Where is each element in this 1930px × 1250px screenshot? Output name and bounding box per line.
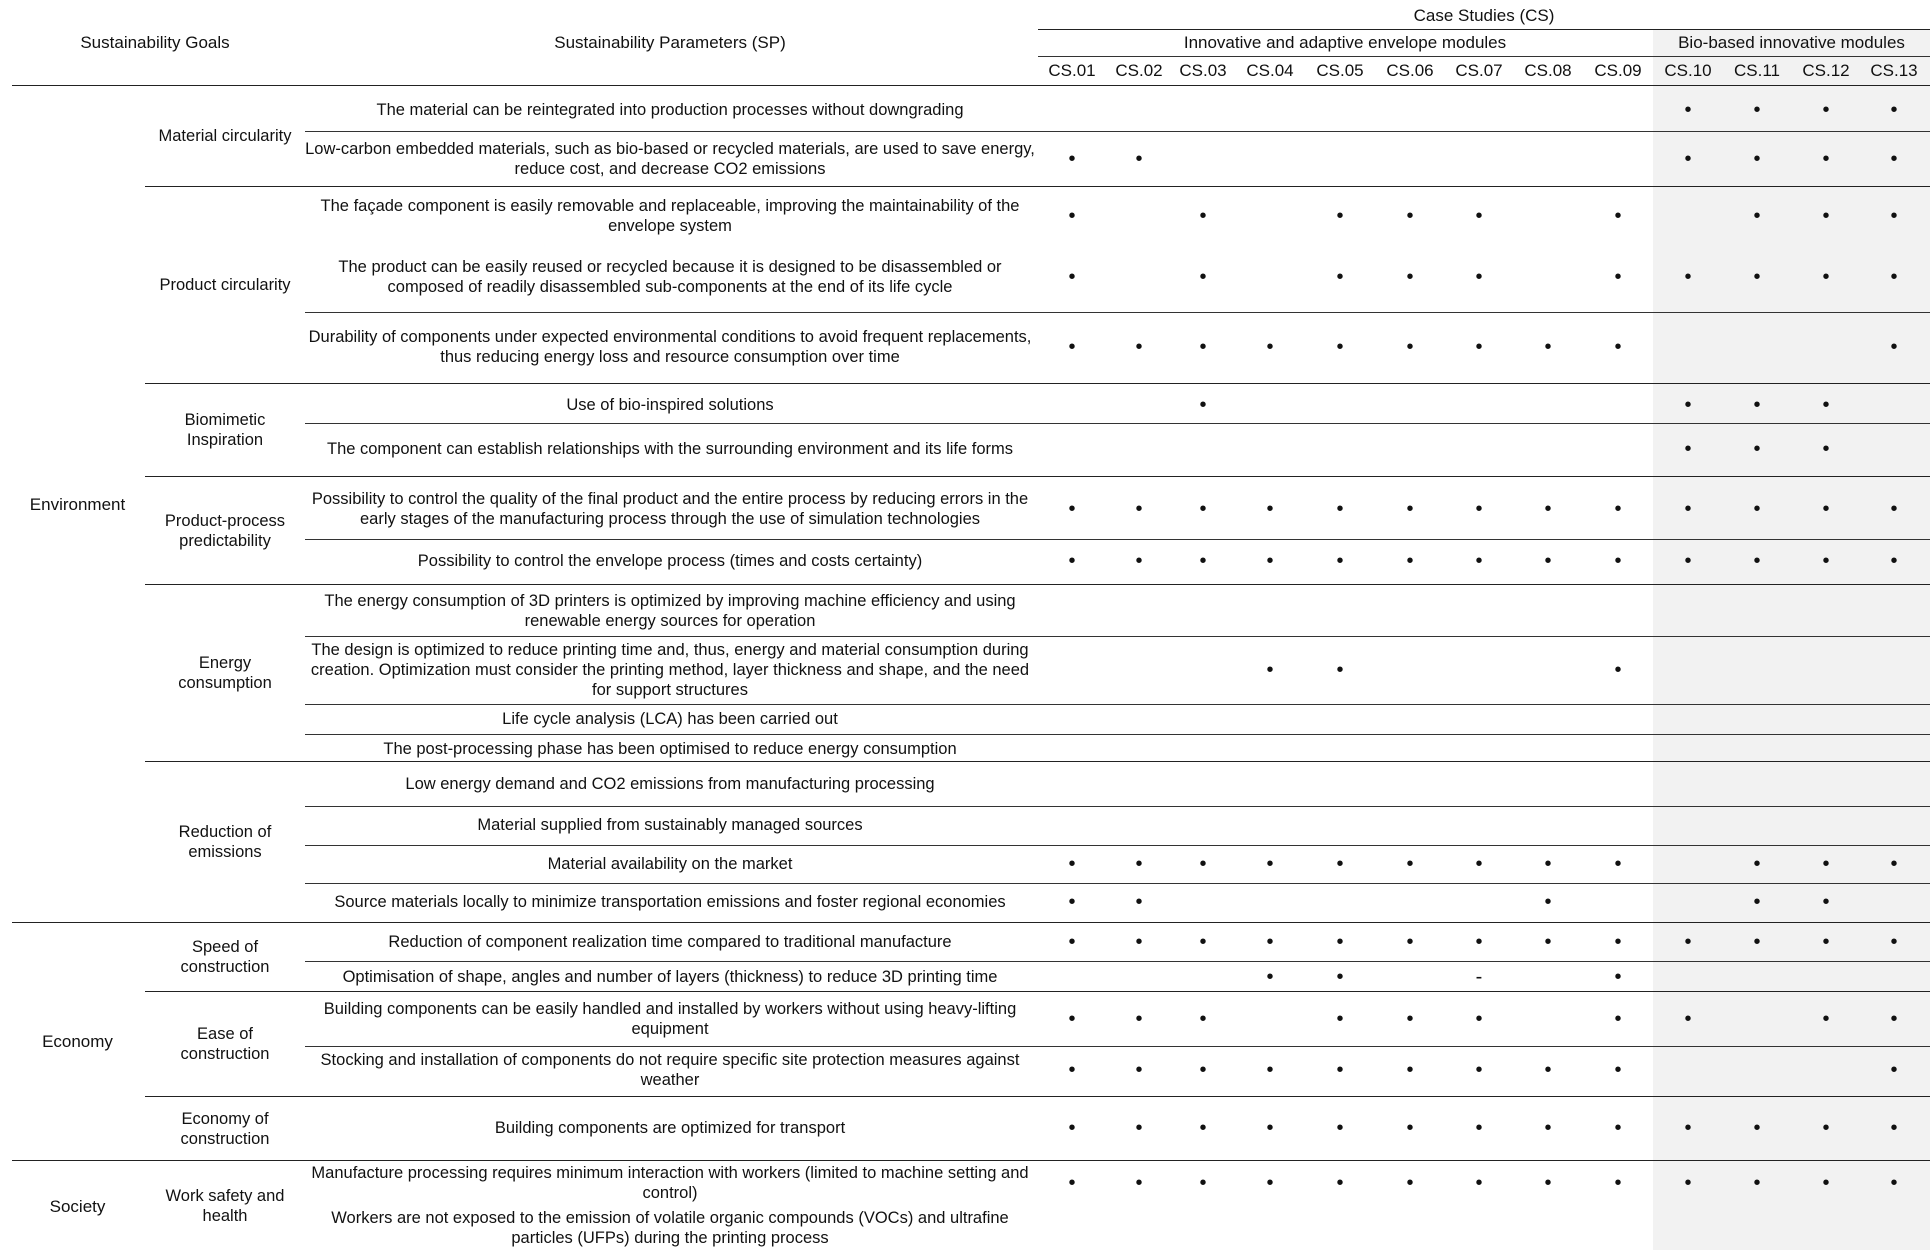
- dot-mark: •: [1890, 931, 1898, 953]
- subgoal-ease-of-construction: Ease of construction: [180, 1025, 270, 1063]
- dot-mark: •: [1544, 550, 1552, 572]
- dot-mark: •: [1614, 1059, 1622, 1081]
- dot-mark: •: [1614, 1117, 1622, 1139]
- parameter-text: Building components are optimized for transport: [494, 1119, 846, 1137]
- goal-society: Society: [49, 1197, 106, 1216]
- dot-mark: •: [1822, 266, 1830, 288]
- subgoal-rule: [145, 584, 1930, 585]
- dot-mark: •: [1544, 336, 1552, 358]
- cs-label: CS.10: [1664, 61, 1712, 80]
- dot-mark: •: [1684, 438, 1692, 460]
- dot-mark: •: [1068, 205, 1076, 227]
- dot-mark: •: [1336, 550, 1344, 572]
- group-bio-based-header: Bio-based innovative modules: [1678, 33, 1905, 52]
- case-studies-header: Case Studies (CS): [1413, 6, 1555, 25]
- dot-mark: •: [1614, 659, 1622, 681]
- dot-mark: •: [1199, 1059, 1207, 1081]
- dot-mark: •: [1822, 891, 1830, 913]
- group-innovative-header: Innovative and adaptive envelope modules: [1183, 33, 1507, 52]
- parameter-text: Life cycle analysis (LCA) has been carried out: [502, 710, 838, 728]
- row-rule: [305, 423, 1930, 424]
- dot-mark: •: [1753, 498, 1761, 520]
- dot-mark: •: [1753, 148, 1761, 170]
- dot-mark: •: [1475, 336, 1483, 358]
- dot-mark: •: [1068, 1172, 1076, 1194]
- dot-mark: •: [1614, 853, 1622, 875]
- parameter-text: Workers are not exposed to the emission of volatile organic compounds (VOCs) and ultrafine particles (UFPs) during the printing process: [331, 1209, 1009, 1247]
- parameter-text: The material can be reintegrated into production processes without downgrading: [376, 101, 964, 119]
- dot-mark: •: [1406, 550, 1414, 572]
- subgoal-economy-of-construction: Economy of construction: [180, 1109, 270, 1148]
- cs-label: CS.09: [1594, 61, 1642, 80]
- dot-mark: •: [1822, 99, 1830, 121]
- dot-mark: •: [1406, 498, 1414, 520]
- dot-mark: •: [1614, 550, 1622, 572]
- dot-mark: •: [1336, 205, 1344, 227]
- dot-mark: •: [1753, 931, 1761, 953]
- group-rule: [1038, 56, 1930, 57]
- dot-mark: •: [1890, 1117, 1898, 1139]
- parameter-text: Manufacture processing requires minimum interaction with workers (limited to machine setting and control): [311, 1164, 1029, 1202]
- dot-mark: •: [1266, 659, 1274, 681]
- dot-mark: •: [1475, 550, 1483, 572]
- parameter-text: Material availability on the market: [547, 855, 793, 873]
- dot-mark: •: [1068, 891, 1076, 913]
- dot-mark: •: [1890, 205, 1898, 227]
- goals-column-header: Sustainability Goals: [80, 33, 230, 52]
- parameter-text: The energy consumption of 3D printers is optimized by improving machine efficiency and using renewable energy sources for operation: [324, 592, 1016, 630]
- dot-mark: •: [1890, 498, 1898, 520]
- row-rule: [305, 734, 1930, 735]
- row-rule: [305, 704, 1930, 705]
- dot-mark: •: [1068, 931, 1076, 953]
- subgoal-product-process-predictability: Product-process predictability: [164, 511, 286, 550]
- dot-mark: •: [1822, 1172, 1830, 1194]
- dot-mark: •: [1684, 266, 1692, 288]
- cs-label: CS.04: [1246, 61, 1294, 80]
- row-rule: [305, 1046, 1930, 1047]
- dot-mark: •: [1753, 550, 1761, 572]
- dot-mark: •: [1890, 99, 1898, 121]
- dot-mark: •: [1890, 148, 1898, 170]
- parameter-text: Low energy demand and CO2 emissions from manufacturing processing: [405, 775, 935, 793]
- dot-mark: •: [1684, 148, 1692, 170]
- dot-mark: •: [1890, 1172, 1898, 1194]
- dot-mark: •: [1406, 1008, 1414, 1030]
- dot-mark: •: [1135, 498, 1143, 520]
- dot-mark: •: [1406, 205, 1414, 227]
- dot-mark: •: [1199, 550, 1207, 572]
- dot-mark: •: [1544, 1117, 1552, 1139]
- dot-mark: •: [1890, 1008, 1898, 1030]
- subgoal-rule: [145, 186, 1930, 187]
- dot-mark: •: [1614, 266, 1622, 288]
- dot-mark: •: [1684, 1172, 1692, 1194]
- parameter-text: Material supplied from sustainably managed sources: [477, 816, 863, 834]
- dot-mark: •: [1336, 266, 1344, 288]
- parameter-text: The product can be easily reused or recycled because it is designed to be disassembled or composed of readily disassembled sub-components at the end of its life cycle: [338, 258, 1002, 296]
- dot-mark: •: [1135, 1117, 1143, 1139]
- dot-mark: •: [1199, 266, 1207, 288]
- case-studies-rule: [1038, 29, 1930, 30]
- dot-mark: •: [1406, 931, 1414, 953]
- dot-mark: •: [1753, 1117, 1761, 1139]
- cs-label: CS.13: [1870, 61, 1918, 80]
- dot-mark: •: [1753, 891, 1761, 913]
- dot-mark: •: [1336, 659, 1344, 681]
- dot-mark: •: [1890, 266, 1898, 288]
- dot-mark: •: [1684, 931, 1692, 953]
- goal-economy: Economy: [42, 1032, 113, 1051]
- parameter-text: Possibility to control the envelope process (times and costs certainty): [417, 552, 923, 570]
- dot-mark: •: [1406, 1172, 1414, 1194]
- subgoal-rule: [145, 476, 1930, 477]
- dot-mark: •: [1475, 205, 1483, 227]
- cs-label: CS.12: [1802, 61, 1850, 80]
- row-rule: [305, 636, 1930, 637]
- dot-mark: •: [1822, 148, 1830, 170]
- dot-mark: •: [1266, 336, 1274, 358]
- parameter-text: Possibility to control the quality of the final product and the entire process by reducing errors in the early stages of the manufacturing process through the use of simulation technologies: [311, 490, 1029, 528]
- dot-mark: •: [1199, 1172, 1207, 1194]
- dot-mark: •: [1135, 1172, 1143, 1194]
- dot-mark: •: [1266, 931, 1274, 953]
- cs-label: CS.08: [1524, 61, 1572, 80]
- dot-mark: •: [1199, 336, 1207, 358]
- dot-mark: •: [1135, 853, 1143, 875]
- dot-mark: •: [1822, 931, 1830, 953]
- row-rule: [305, 845, 1930, 846]
- parameter-text: Building components can be easily handled and installed by workers without using heavy-lifting equipment: [323, 1000, 1017, 1038]
- dot-mark: •: [1266, 1117, 1274, 1139]
- dot-mark: •: [1684, 394, 1692, 416]
- subgoal-biomimetic-inspiration: Biomimetic Inspiration: [184, 411, 266, 449]
- dot-mark: •: [1336, 1059, 1344, 1081]
- dot-mark: •: [1068, 550, 1076, 572]
- row-rule: [305, 131, 1930, 132]
- dot-mark: •: [1199, 394, 1207, 416]
- dot-mark: •: [1068, 266, 1076, 288]
- dot-mark: •: [1614, 205, 1622, 227]
- dot-mark: •: [1068, 1117, 1076, 1139]
- dot-mark: •: [1475, 1008, 1483, 1030]
- dot-mark: •: [1822, 205, 1830, 227]
- dot-mark: •: [1475, 931, 1483, 953]
- dot-mark: •: [1336, 498, 1344, 520]
- dot-mark: •: [1890, 853, 1898, 875]
- dot-mark: •: [1406, 266, 1414, 288]
- dot-mark: •: [1199, 1008, 1207, 1030]
- dot-mark: •: [1068, 498, 1076, 520]
- dot-mark: •: [1475, 1059, 1483, 1081]
- subgoal-energy-consumption: Energy consumption: [178, 654, 272, 692]
- dot-mark: •: [1475, 853, 1483, 875]
- dot-mark: •: [1336, 1172, 1344, 1194]
- dot-mark: •: [1544, 1059, 1552, 1081]
- dot-mark: •: [1614, 498, 1622, 520]
- dot-mark: •: [1753, 438, 1761, 460]
- parameter-text: Low-carbon embedded materials, such as bio-based or recycled materials, are used to save energy, reduce cost, and decrease CO2 emissions: [305, 140, 1035, 178]
- dot-mark: •: [1822, 853, 1830, 875]
- cs-label: CS.05: [1316, 61, 1364, 80]
- dot-mark: •: [1406, 853, 1414, 875]
- dot-mark: •: [1753, 266, 1761, 288]
- dot-mark: •: [1753, 205, 1761, 227]
- dot-mark: •: [1614, 1172, 1622, 1194]
- dot-mark: •: [1753, 394, 1761, 416]
- subgoal-work-safety-and-health: Work safety and health: [165, 1186, 285, 1225]
- dash-mark: -: [1475, 966, 1483, 988]
- subgoal-rule: [145, 1096, 1930, 1097]
- row-rule: [305, 539, 1930, 540]
- dot-mark: •: [1199, 205, 1207, 227]
- dot-mark: •: [1684, 99, 1692, 121]
- dot-mark: •: [1684, 550, 1692, 572]
- parameter-text: The component can establish relationships with the surrounding environment and its life forms: [326, 440, 1014, 458]
- dot-mark: •: [1822, 1008, 1830, 1030]
- parameter-text: Stocking and installation of components do not require specific site protection measures against weather: [320, 1051, 1020, 1089]
- cs-label: CS.03: [1179, 61, 1227, 80]
- dot-mark: •: [1544, 931, 1552, 953]
- parameter-text: Reduction of component realization time compared to traditional manufacture: [388, 933, 952, 951]
- dot-mark: •: [1475, 266, 1483, 288]
- row-rule: [305, 883, 1930, 884]
- parameter-text: The post-processing phase has been optimised to reduce energy consumption: [383, 740, 957, 758]
- goal-environment: Environment: [29, 495, 126, 514]
- subgoal-rule: [145, 383, 1930, 384]
- dot-mark: •: [1135, 1059, 1143, 1081]
- dot-mark: •: [1336, 966, 1344, 988]
- dot-mark: •: [1475, 1172, 1483, 1194]
- dot-mark: •: [1068, 1059, 1076, 1081]
- dot-mark: •: [1266, 853, 1274, 875]
- subgoal-reduction-of-emissions: Reduction of emissions: [178, 823, 272, 861]
- dot-mark: •: [1475, 1117, 1483, 1139]
- dot-mark: •: [1266, 1172, 1274, 1194]
- dot-mark: •: [1336, 931, 1344, 953]
- dot-mark: •: [1266, 1059, 1274, 1081]
- dot-mark: •: [1068, 336, 1076, 358]
- dot-mark: •: [1068, 148, 1076, 170]
- parameter-text: Durability of components under expected environmental conditions to avoid frequent replacements, thus reducing energy loss and resource consumption over time: [308, 328, 1032, 366]
- dot-mark: •: [1753, 853, 1761, 875]
- subgoal-speed-of-construction: Speed of construction: [180, 938, 270, 976]
- dot-mark: •: [1614, 336, 1622, 358]
- cs-label: CS.07: [1455, 61, 1503, 80]
- dot-mark: •: [1135, 336, 1143, 358]
- dot-mark: •: [1135, 891, 1143, 913]
- parameter-text: Source materials locally to minimize transportation emissions and foster regional economies: [334, 893, 1006, 911]
- dot-mark: •: [1068, 853, 1076, 875]
- row-rule: [305, 312, 1930, 313]
- cs-label: CS.11: [1734, 61, 1780, 80]
- dot-mark: •: [1266, 550, 1274, 572]
- dot-mark: •: [1614, 1008, 1622, 1030]
- dot-mark: •: [1614, 931, 1622, 953]
- cs-label: CS.02: [1115, 61, 1163, 80]
- dot-mark: •: [1544, 853, 1552, 875]
- dot-mark: •: [1544, 498, 1552, 520]
- dot-mark: •: [1753, 1172, 1761, 1194]
- dot-mark: •: [1614, 966, 1622, 988]
- cs-label: CS.06: [1386, 61, 1434, 80]
- dot-mark: •: [1199, 498, 1207, 520]
- subgoal-material-circularity: Material circularity: [158, 127, 292, 145]
- dot-mark: •: [1199, 931, 1207, 953]
- dot-mark: •: [1135, 550, 1143, 572]
- dot-mark: •: [1266, 966, 1274, 988]
- dot-mark: •: [1336, 853, 1344, 875]
- parameter-text: The design is optimized to reduce printing time and, thus, energy and material consumption during creation. Optimization must consider the printing method, layer thickness and shape, and the need for support structures: [310, 641, 1030, 699]
- dot-mark: •: [1544, 891, 1552, 913]
- row-rule: [305, 806, 1930, 807]
- dot-mark: •: [1068, 1008, 1076, 1030]
- dot-mark: •: [1822, 1117, 1830, 1139]
- dot-mark: •: [1135, 1008, 1143, 1030]
- subgoal-product-circularity: Product circularity: [159, 276, 291, 294]
- dot-mark: •: [1336, 336, 1344, 358]
- dot-mark: •: [1684, 498, 1692, 520]
- parameter-text: The façade component is easily removable and replaceable, improving the maintainability of the envelope system: [320, 197, 1020, 235]
- dot-mark: •: [1336, 1008, 1344, 1030]
- dot-mark: •: [1822, 498, 1830, 520]
- parameter-text: Optimisation of shape, angles and number of layers (thickness) to reduce 3D printing time: [342, 968, 998, 986]
- dot-mark: •: [1406, 1059, 1414, 1081]
- dot-mark: •: [1336, 1117, 1344, 1139]
- dot-mark: •: [1890, 336, 1898, 358]
- dot-mark: •: [1475, 498, 1483, 520]
- params-column-header: Sustainability Parameters (SP): [554, 33, 786, 52]
- dot-mark: •: [1135, 148, 1143, 170]
- dot-mark: •: [1199, 853, 1207, 875]
- dot-mark: •: [1199, 1117, 1207, 1139]
- dot-mark: •: [1822, 438, 1830, 460]
- dot-mark: •: [1890, 550, 1898, 572]
- dot-mark: •: [1684, 1117, 1692, 1139]
- dot-mark: •: [1266, 498, 1274, 520]
- dot-mark: •: [1890, 1059, 1898, 1081]
- dot-mark: •: [1684, 1008, 1692, 1030]
- dot-mark: •: [1544, 1172, 1552, 1194]
- dot-mark: •: [1406, 336, 1414, 358]
- dot-mark: •: [1135, 931, 1143, 953]
- dot-mark: •: [1406, 1117, 1414, 1139]
- parameter-text: Use of bio-inspired solutions: [566, 396, 774, 414]
- cs-label: CS.01: [1048, 61, 1096, 80]
- dot-mark: •: [1753, 99, 1761, 121]
- row-rule: [305, 961, 1930, 962]
- dot-mark: •: [1822, 394, 1830, 416]
- dot-mark: •: [1822, 550, 1830, 572]
